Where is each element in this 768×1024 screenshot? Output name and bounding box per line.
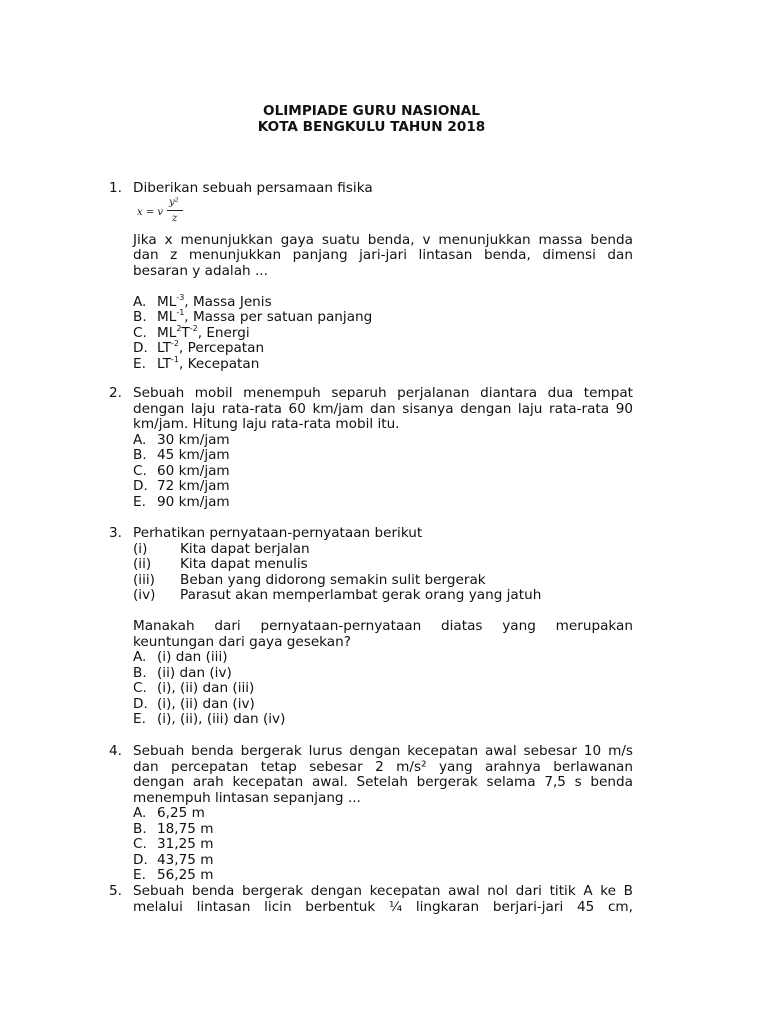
answer-option-e xyxy=(133,495,633,511)
question-number: 1. xyxy=(109,180,122,196)
question-text-line: Sebuah benda bergerak lurus dengan kecepatan awal sebesar 10 m/s xyxy=(133,743,633,759)
question-text-line: dan z menunjukkan panjang jari-jari lintasan benda, dimensi dan xyxy=(133,247,633,263)
option-letter: A. xyxy=(133,649,147,665)
answer-option-a xyxy=(133,650,633,666)
option-exponent: -2 xyxy=(189,323,198,333)
option-exponent: -1 xyxy=(171,354,179,364)
statement-text: Parasut akan memperlambat gerak orang yang jatuh xyxy=(180,587,542,603)
statement-text: Kita dapat berjalan xyxy=(180,540,310,557)
option-dim: ML xyxy=(157,324,177,341)
option-exponent: -3 xyxy=(176,292,185,302)
option-letter: C. xyxy=(133,324,147,341)
question-text-line: dengan arah kecepatan awal. Setelah bergerak selama 7,5 s benda xyxy=(133,774,633,790)
option-text: (ii) dan (iv) xyxy=(157,664,232,681)
option-letter: B. xyxy=(133,820,147,837)
answer-option-e xyxy=(133,354,633,373)
statement-label: (iv) xyxy=(133,587,156,603)
question-text-line: besaran y adalah ... xyxy=(133,262,268,279)
question-number: 2. xyxy=(109,385,122,401)
answer-option-a xyxy=(133,433,633,449)
answer-option-e xyxy=(133,868,633,884)
document-title: OLIMPIADE GURU NASIONAL xyxy=(263,103,480,119)
option-dim-t: T xyxy=(181,324,190,341)
question-1 xyxy=(109,181,633,372)
formula-lhs: x = v xyxy=(137,206,164,218)
question-intro: Perhatikan pernyataan-pernyataan berikut xyxy=(133,525,423,541)
option-letter: D. xyxy=(133,478,148,494)
option-letter: C. xyxy=(133,680,147,696)
option-text: (i), (ii) dan (iii) xyxy=(157,680,255,696)
statement-item xyxy=(133,557,633,573)
question-text-line: menempuh lintasan sepanjang ... xyxy=(133,789,361,806)
option-letter: A. xyxy=(133,293,147,310)
answer-option-d xyxy=(133,853,633,869)
option-letter: B. xyxy=(133,447,147,463)
question-4 xyxy=(109,744,633,884)
option-letter: E. xyxy=(133,493,146,510)
option-letter: E. xyxy=(133,867,146,883)
answer-option-d xyxy=(133,341,633,357)
option-dim: ML xyxy=(157,309,177,325)
question-3 xyxy=(109,526,633,728)
option-letter: D. xyxy=(133,340,148,356)
question-text-line: Sebuah mobil menempuh separuh perjalanan diantara dua tempat xyxy=(133,385,633,401)
answer-option-a xyxy=(133,806,633,822)
question-5 xyxy=(109,884,633,915)
option-text: (i), (ii) dan (iv) xyxy=(157,695,255,712)
option-text: (i) dan (iii) xyxy=(157,649,228,665)
option-letter: C. xyxy=(133,462,147,479)
option-letter: C. xyxy=(133,836,147,852)
option-text: , Energi xyxy=(197,324,250,341)
formula-numerator: y² xyxy=(169,196,179,208)
answer-option-d xyxy=(133,697,633,713)
option-text: , Kecepatan xyxy=(179,355,260,372)
option-dim: LT xyxy=(157,355,172,372)
formula-denominator: z xyxy=(172,212,178,224)
option-letter: D. xyxy=(133,695,148,712)
statement-label: (i) xyxy=(133,540,148,557)
option-exponent: 2 xyxy=(176,323,182,333)
question-number: 4. xyxy=(109,743,122,759)
option-text: (i), (ii), (iii) dan (iv) xyxy=(157,711,286,727)
option-dim: ML xyxy=(157,293,177,310)
option-letter: E. xyxy=(133,355,146,372)
option-text: 43,75 m xyxy=(157,851,214,868)
option-letter: B. xyxy=(133,664,147,681)
option-text: 45 km/jam xyxy=(157,447,230,463)
statement-item xyxy=(133,588,633,604)
statement-label: (iii) xyxy=(133,571,155,588)
option-text: 56,25 m xyxy=(157,867,214,883)
fraction-bar xyxy=(167,210,183,211)
answer-option-c xyxy=(133,837,633,853)
answer-option-c xyxy=(133,323,633,342)
question-text-line: dan percepatan tetap sebesar 2 m/s² yang arahnya berlawanan xyxy=(133,758,633,775)
answer-option-c xyxy=(133,464,633,480)
question-text-line: dengan laju rata-rata 60 km/jam dan sisanya dengan laju rata-rata 90 xyxy=(133,400,633,417)
question-text-line: Sebuah benda bergerak dengan kecepatan awal nol dari titik A ke B xyxy=(133,883,633,899)
question-text-line: melalui lintasan licin berbentuk ¼ lingkaran berjari-jari 45 cm, xyxy=(133,898,633,915)
option-text: 18,75 m xyxy=(157,820,214,837)
option-exponent: -2 xyxy=(171,339,179,348)
question-text-line: Manakah dari pernyataan-pernyataan diatas yang merupakan xyxy=(133,618,633,634)
option-letter: A. xyxy=(133,431,147,448)
answer-option-a xyxy=(133,292,633,311)
option-letter: E. xyxy=(133,711,146,727)
option-text: , Percepatan xyxy=(179,340,265,356)
option-text: , Massa per satuan panjang xyxy=(184,309,373,325)
option-letter: A. xyxy=(133,805,147,821)
answer-option-c xyxy=(133,681,633,697)
option-letter: D. xyxy=(133,851,148,868)
question-text-line: Jika x menunjukkan gaya suatu benda, v menunjukkan massa benda xyxy=(133,231,633,248)
physics-formula xyxy=(137,196,633,229)
question-intro: Diberikan sebuah persamaan fisika xyxy=(133,180,373,196)
option-text: 31,25 m xyxy=(157,836,214,852)
statement-label: (ii) xyxy=(133,556,152,572)
answer-option-b xyxy=(133,822,633,838)
option-text: 30 km/jam xyxy=(157,431,230,448)
option-exponent: -1 xyxy=(176,308,185,317)
option-text: 90 km/jam xyxy=(157,493,230,510)
question-number: 5. xyxy=(109,883,122,899)
answer-option-b xyxy=(133,310,633,326)
question-text-line: km/jam. Hitung laju rata-rata mobil itu. xyxy=(133,416,400,432)
statement-item xyxy=(133,573,633,589)
answer-option-d xyxy=(133,479,633,495)
answer-option-e xyxy=(133,712,633,728)
answer-option-b xyxy=(133,666,633,682)
question-2 xyxy=(109,386,633,510)
statement-text: Beban yang didorong semakin sulit bergerak xyxy=(180,571,486,588)
statement-text: Kita dapat menulis xyxy=(180,556,308,572)
question-number: 3. xyxy=(109,525,122,541)
option-text: 72 km/jam xyxy=(157,478,230,494)
option-text: 6,25 m xyxy=(157,805,205,821)
option-text: , Massa Jenis xyxy=(184,293,272,310)
statement-item xyxy=(133,542,633,558)
option-dim: LT xyxy=(157,340,172,356)
option-text: 60 km/jam xyxy=(157,462,230,479)
answer-option-b xyxy=(133,448,633,464)
option-letter: B. xyxy=(133,309,147,325)
document-subtitle: KOTA BENGKULU TAHUN 2018 xyxy=(257,119,486,135)
question-text-line: keuntungan dari gaya gesekan? xyxy=(133,633,351,650)
